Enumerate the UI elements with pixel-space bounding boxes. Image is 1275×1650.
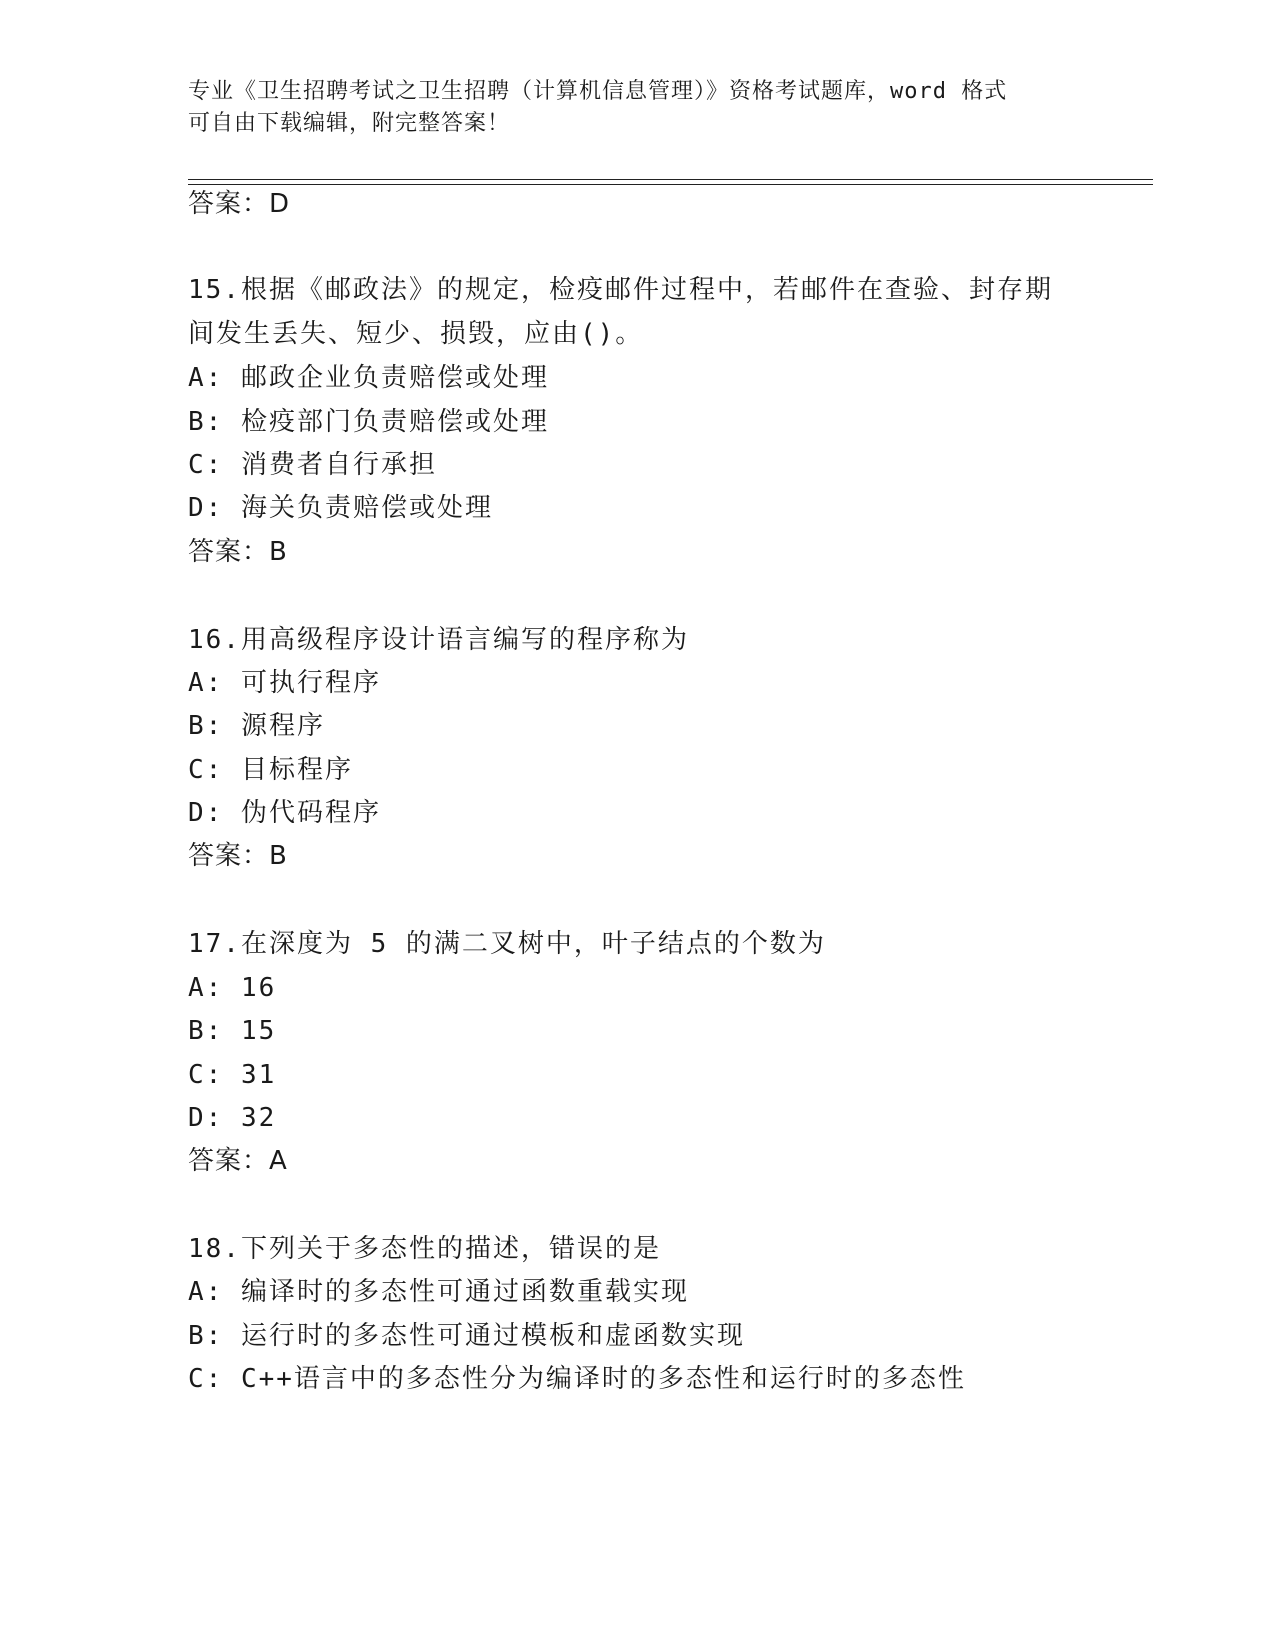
- question-17-option-b: B: 15: [188, 1016, 277, 1046]
- question-16-option-b: B: 源程序: [188, 711, 325, 741]
- question-18-stem: 18.下列关于多态性的描述，错误的是: [188, 1234, 661, 1264]
- question-15-stem-line-2: 间发生丢失、短少、损毁，应由()。: [188, 319, 644, 349]
- question-17-option-d: D: 32: [188, 1103, 277, 1133]
- previous-answer: 答案：D: [188, 189, 291, 219]
- question-18-option-a: A: 编译时的多态性可通过函数重载实现: [188, 1277, 689, 1307]
- question-17-option-a: A: 16: [188, 973, 277, 1003]
- question-15-option-d: D: 海关负责赔偿或处理: [188, 493, 493, 523]
- question-16-stem: 16.用高级程序设计语言编写的程序称为: [188, 625, 689, 655]
- header-divider-top: [188, 179, 1153, 180]
- question-15-option-c: C: 消费者自行承担: [188, 450, 437, 480]
- question-17-stem: 17.在深度为 5 的满二叉树中，叶子结点的个数为: [188, 929, 826, 959]
- question-15-option-b: B: 检疫部门负责赔偿或处理: [188, 407, 549, 437]
- question-15-answer: 答案：B: [188, 537, 288, 567]
- header-line-1: 专业《卫生招聘考试之卫生招聘（计算机信息管理）》资格考试题库，word 格式: [188, 79, 1008, 104]
- question-18-option-c: C: C++语言中的多态性分为编译时的多态性和运行时的多态性: [188, 1364, 966, 1394]
- question-16-option-a: A: 可执行程序: [188, 668, 381, 698]
- question-16-answer: 答案：B: [188, 841, 288, 871]
- question-16-option-d: D: 伪代码程序: [188, 798, 381, 828]
- document-header: [188, 76, 1088, 140]
- header-divider-bottom: [188, 184, 1153, 185]
- header-line-2: 可自由下载编辑，附完整答案！: [188, 111, 511, 136]
- question-17-option-c: C: 31: [188, 1060, 277, 1090]
- question-16-option-c: C: 目标程序: [188, 755, 353, 785]
- question-17-answer: 答案：A: [188, 1146, 288, 1176]
- question-18-option-b: B: 运行时的多态性可通过模板和虚函数实现: [188, 1321, 745, 1351]
- question-15-stem-line-1: 15.根据《邮政法》的规定，检疫邮件过程中，若邮件在查验、封存期: [188, 275, 1053, 305]
- question-15-option-a: A: 邮政企业负责赔偿或处理: [188, 363, 549, 393]
